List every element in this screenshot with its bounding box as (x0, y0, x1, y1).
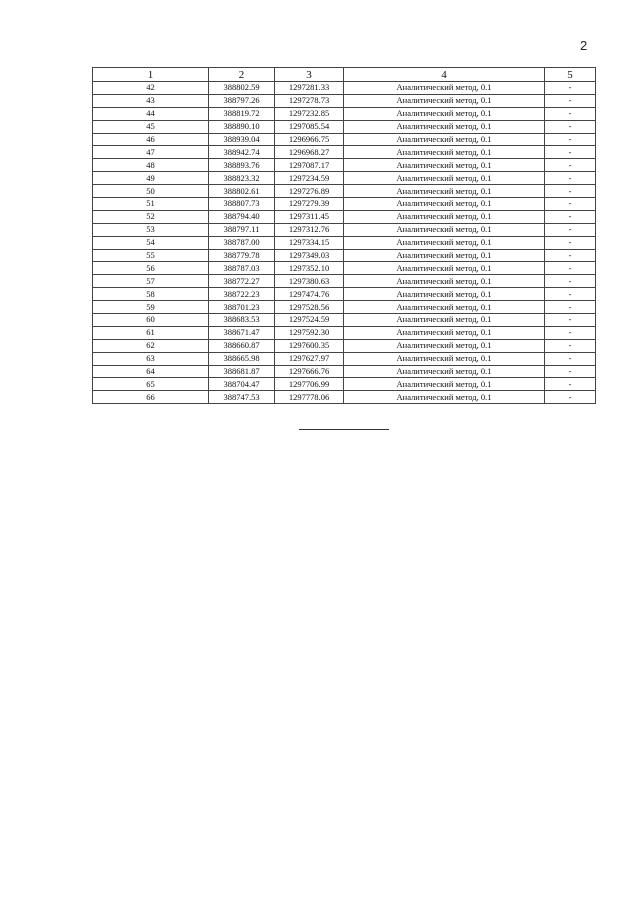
table-row (93, 365, 596, 378)
table-row (93, 198, 596, 211)
table-cell: 1297706.99 (275, 378, 344, 391)
table-cell: - (545, 198, 596, 211)
table-cell: Аналитический метод, 0.1 (344, 262, 545, 275)
table-row (93, 172, 596, 185)
table-cell: 1297380.63 (275, 275, 344, 288)
table-cell: - (545, 288, 596, 301)
table-cell: - (545, 210, 596, 223)
table-row (93, 107, 596, 120)
table-cell: 1297474.76 (275, 288, 344, 301)
table-cell: 388797.26 (209, 94, 275, 107)
table-cell: 388683.53 (209, 314, 275, 327)
table-cell: 388823.32 (209, 172, 275, 185)
table-cell: 50 (93, 185, 209, 198)
table-cell: 46 (93, 133, 209, 146)
table-cell: 1297352.10 (275, 262, 344, 275)
table-cell: 388701.23 (209, 301, 275, 314)
table-cell: 388807.73 (209, 198, 275, 211)
table-row (93, 314, 596, 327)
table-cell: 44 (93, 107, 209, 120)
table-row (93, 339, 596, 352)
table-cell: 61 (93, 326, 209, 339)
table-cell: 52 (93, 210, 209, 223)
table-cell: 42 (93, 82, 209, 95)
table-cell: 388794.40 (209, 210, 275, 223)
table-row (93, 159, 596, 172)
table-cell: 59 (93, 301, 209, 314)
table-cell: Аналитический метод, 0.1 (344, 314, 545, 327)
table-cell: 1297778.06 (275, 391, 344, 404)
table-cell: 48 (93, 159, 209, 172)
table-cell: Аналитический метод, 0.1 (344, 159, 545, 172)
table-cell: 54 (93, 236, 209, 249)
table-cell: 1297311.45 (275, 210, 344, 223)
table-cell: 1297334.15 (275, 236, 344, 249)
table-row (93, 120, 596, 133)
table-cell: Аналитический метод, 0.1 (344, 210, 545, 223)
table-cell: 388747.53 (209, 391, 275, 404)
table-cell: - (545, 94, 596, 107)
table-cell: - (545, 172, 596, 185)
table-cell: 1297278.73 (275, 94, 344, 107)
table-cell: - (545, 82, 596, 95)
table-cell: 388704.47 (209, 378, 275, 391)
table-cell: 43 (93, 94, 209, 107)
table-cell: - (545, 249, 596, 262)
table-cell: 1297600.35 (275, 339, 344, 352)
table-cell: - (545, 262, 596, 275)
table-cell: 64 (93, 365, 209, 378)
table-cell: - (545, 339, 596, 352)
table-cell: 45 (93, 120, 209, 133)
table-cell: - (545, 146, 596, 159)
table-row (93, 352, 596, 365)
page-number: 2 (580, 38, 588, 53)
table-cell: 49 (93, 172, 209, 185)
table-cell: - (545, 107, 596, 120)
table-cell: 388787.03 (209, 262, 275, 275)
table-row (93, 236, 596, 249)
table-cell: 1297627.97 (275, 352, 344, 365)
table-cell: 1297279.39 (275, 198, 344, 211)
table-cell: 1297276.89 (275, 185, 344, 198)
table-cell: Аналитический метод, 0.1 (344, 391, 545, 404)
table-cell: Аналитический метод, 0.1 (344, 172, 545, 185)
table-cell: Аналитический метод, 0.1 (344, 236, 545, 249)
table-cell: Аналитический метод, 0.1 (344, 223, 545, 236)
table-cell: Аналитический метод, 0.1 (344, 120, 545, 133)
table-cell: 388787.00 (209, 236, 275, 249)
table-cell: 63 (93, 352, 209, 365)
table-row (93, 133, 596, 146)
table-header-row (93, 68, 596, 82)
table-cell: - (545, 378, 596, 391)
table-cell: 1296966.75 (275, 133, 344, 146)
table-row (93, 391, 596, 404)
table-cell: 388939.04 (209, 133, 275, 146)
table-row (93, 326, 596, 339)
table-cell: Аналитический метод, 0.1 (344, 288, 545, 301)
table-cell: 388893.76 (209, 159, 275, 172)
table-cell: 66 (93, 391, 209, 404)
table-cell: 388802.59 (209, 82, 275, 95)
table-cell: Аналитический метод, 0.1 (344, 94, 545, 107)
table-cell: 1297281.33 (275, 82, 344, 95)
table-cell: 388819.72 (209, 107, 275, 120)
column-header: 5 (545, 68, 596, 82)
table-cell: - (545, 236, 596, 249)
table-cell: 1297312.76 (275, 223, 344, 236)
table-cell: - (545, 326, 596, 339)
table-cell: - (545, 159, 596, 172)
table-cell: 1297087.17 (275, 159, 344, 172)
table-cell: 1297085.54 (275, 120, 344, 133)
table-cell: Аналитический метод, 0.1 (344, 301, 545, 314)
table-cell: 1297592.30 (275, 326, 344, 339)
table-cell: 388942.74 (209, 146, 275, 159)
table-row (93, 249, 596, 262)
table-row (93, 210, 596, 223)
table-cell: Аналитический метод, 0.1 (344, 378, 545, 391)
table-cell: Аналитический метод, 0.1 (344, 107, 545, 120)
table-cell: Аналитический метод, 0.1 (344, 352, 545, 365)
table-cell: - (545, 365, 596, 378)
table-cell: - (545, 223, 596, 236)
table-cell: Аналитический метод, 0.1 (344, 339, 545, 352)
table-cell: - (545, 352, 596, 365)
table-cell: 388722.23 (209, 288, 275, 301)
table-cell: 57 (93, 275, 209, 288)
table-cell: 51 (93, 198, 209, 211)
table-cell: 1297232.85 (275, 107, 344, 120)
table-cell: 388890.10 (209, 120, 275, 133)
column-header: 2 (209, 68, 275, 82)
table-cell: 388665.98 (209, 352, 275, 365)
table-cell: - (545, 185, 596, 198)
table-cell: 58 (93, 288, 209, 301)
table-row (93, 94, 596, 107)
table-cell: Аналитический метод, 0.1 (344, 249, 545, 262)
table-cell: Аналитический метод, 0.1 (344, 146, 545, 159)
table-cell: 53 (93, 223, 209, 236)
table-cell: - (545, 275, 596, 288)
table-cell: - (545, 301, 596, 314)
table-cell: 62 (93, 339, 209, 352)
coordinates-table (92, 67, 596, 404)
table-cell: Аналитический метод, 0.1 (344, 185, 545, 198)
table-cell: 388671.47 (209, 326, 275, 339)
table-cell: 388802.61 (209, 185, 275, 198)
table-cell: 388779.78 (209, 249, 275, 262)
table-cell: 60 (93, 314, 209, 327)
table-cell: Аналитический метод, 0.1 (344, 275, 545, 288)
table-cell: 1297666.76 (275, 365, 344, 378)
column-header: 1 (93, 68, 209, 82)
table-cell: 1297524.59 (275, 314, 344, 327)
table-cell: 388660.87 (209, 339, 275, 352)
table-cell: - (545, 133, 596, 146)
table-row (93, 223, 596, 236)
table-body (93, 82, 596, 404)
table-cell: 1296968.27 (275, 146, 344, 159)
table-cell: Аналитический метод, 0.1 (344, 133, 545, 146)
table-cell: Аналитический метод, 0.1 (344, 198, 545, 211)
table-row (93, 378, 596, 391)
table-cell: Аналитический метод, 0.1 (344, 326, 545, 339)
table-row (93, 146, 596, 159)
table-cell: 56 (93, 262, 209, 275)
table-cell: 1297234.59 (275, 172, 344, 185)
table-cell: - (545, 314, 596, 327)
table-cell: 388772.27 (209, 275, 275, 288)
table-row (93, 262, 596, 275)
table-cell: Аналитический метод, 0.1 (344, 365, 545, 378)
table-cell: 388797.11 (209, 223, 275, 236)
table-cell: 47 (93, 146, 209, 159)
table-row (93, 275, 596, 288)
table-cell: 1297528.56 (275, 301, 344, 314)
table-cell: Аналитический метод, 0.1 (344, 82, 545, 95)
table-row (93, 288, 596, 301)
table-cell: 65 (93, 378, 209, 391)
table-row (93, 82, 596, 95)
table-row (93, 185, 596, 198)
table-cell: 1297349.03 (275, 249, 344, 262)
column-header: 4 (344, 68, 545, 82)
table-cell: - (545, 120, 596, 133)
table-cell: - (545, 391, 596, 404)
table-cell: 55 (93, 249, 209, 262)
table-row (93, 301, 596, 314)
end-of-document-rule (299, 429, 389, 430)
table-cell: 388681.87 (209, 365, 275, 378)
column-header: 3 (275, 68, 344, 82)
